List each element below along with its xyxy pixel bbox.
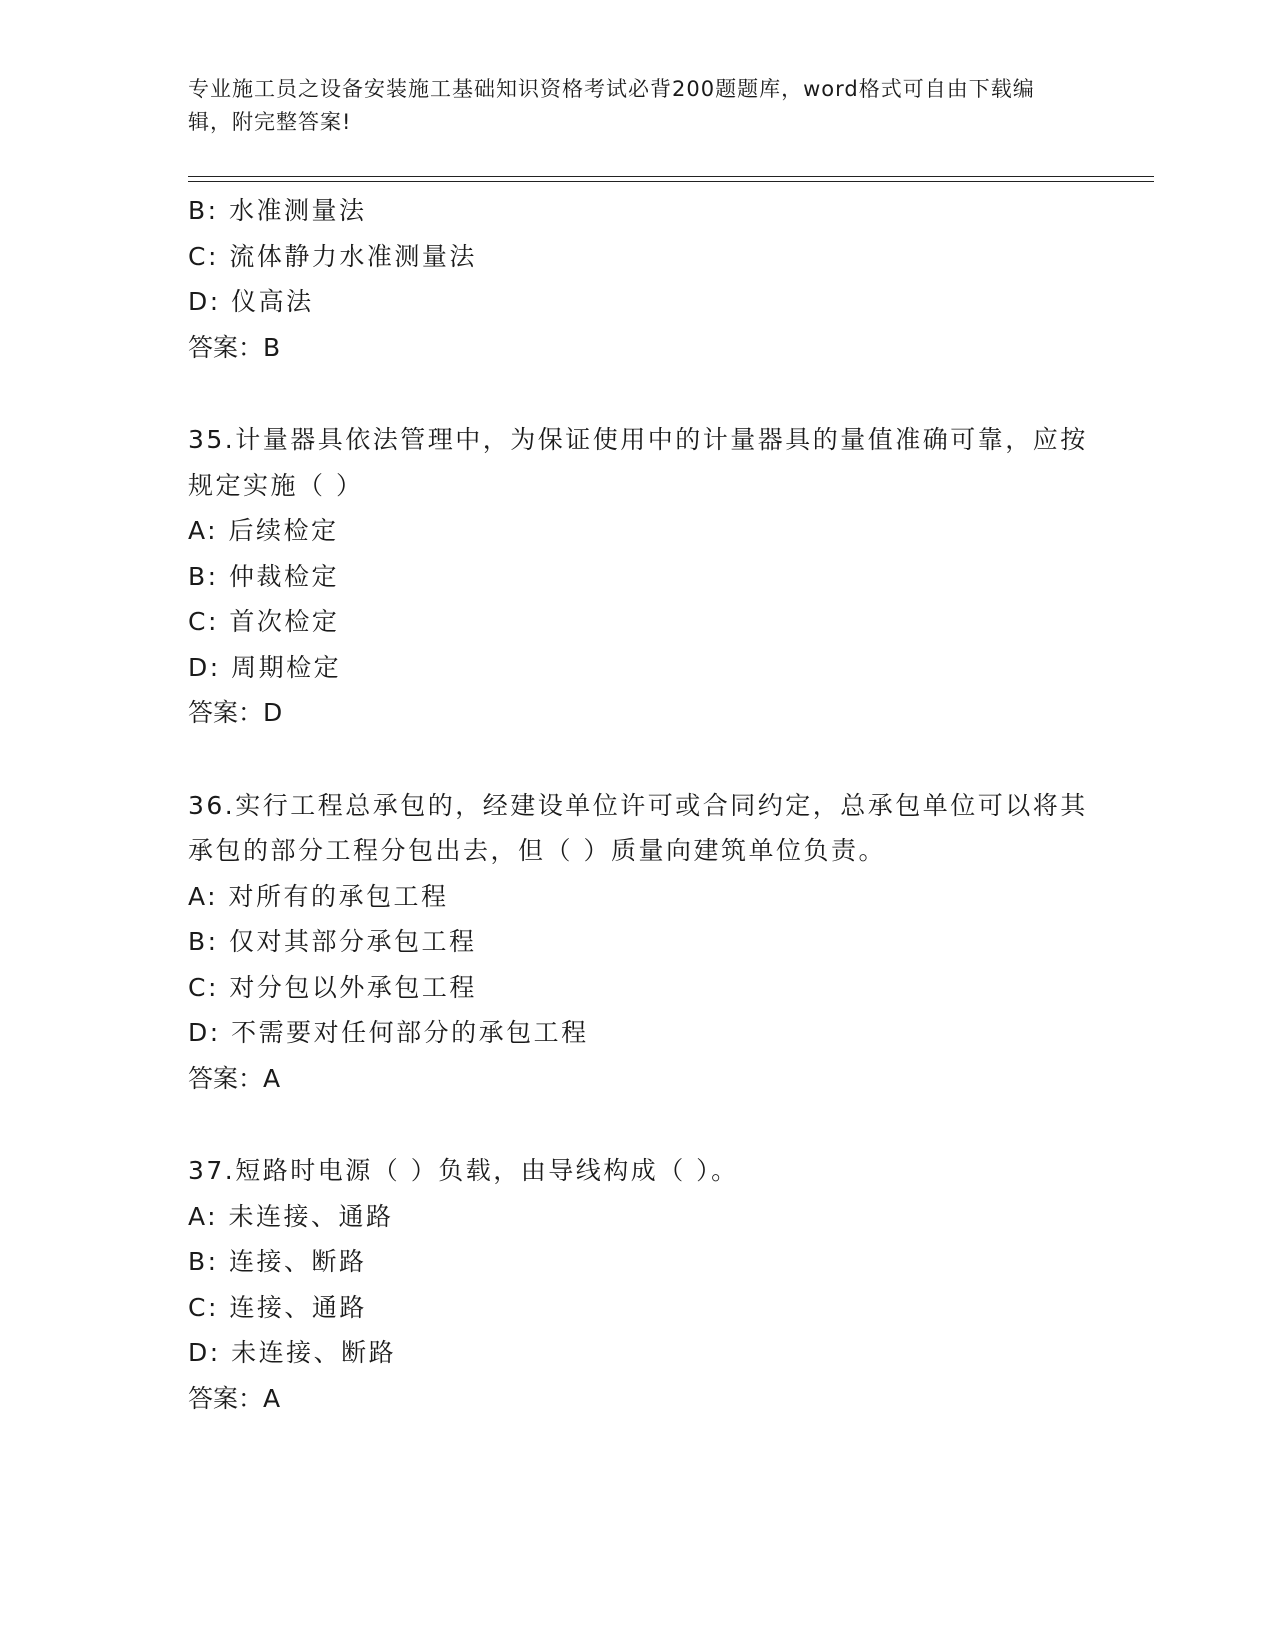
answer: 答案：B (188, 332, 281, 362)
question-list (188, 188, 1088, 1421)
option-b: B: 水准测量法 (188, 196, 367, 225)
question-text: 36.实行工程总承包的，经建设单位许可或合同约定，总承包单位可以将其承包的部分工程分包出去，但（ ）质量向建筑单位负责。 (188, 790, 1088, 865)
option-d: D: 未连接、断路 (188, 1338, 397, 1367)
option-b: B: 仲裁检定 (188, 561, 340, 591)
option-d: D: 周期检定 (188, 652, 342, 682)
option-d: D: 不需要对任何部分的承包工程 (188, 1018, 589, 1047)
option-a: A: 未连接、通路 (188, 1201, 394, 1231)
question-text: 35.计量器具依法管理中，为保证使用中的计量器具的量值准确可靠，应按规定实施（ ） (188, 425, 1088, 500)
question-37 (188, 1148, 1088, 1421)
document-header: 专业施工员之设备安装施工基础知识资格考试必背200题题库，word格式可自由下载编辑，附完整答案! (188, 77, 1035, 134)
option-b: B: 仅对其部分承包工程 (188, 927, 477, 956)
option-a: A: 后续检定 (188, 516, 339, 545)
option-c: C: 流体静力水准测量法 (188, 241, 477, 271)
option-c: C: 首次检定 (188, 607, 340, 636)
option-a: A: 对所有的承包工程 (188, 881, 449, 911)
option-b: B: 连接、断路 (188, 1247, 367, 1276)
answer: 答案：D (188, 698, 283, 727)
question-34-tail (188, 188, 1088, 370)
question-35 (188, 417, 1088, 736)
header-divider (188, 176, 1154, 182)
answer: 答案：A (188, 1063, 281, 1093)
option-c: C: 连接、通路 (188, 1292, 367, 1322)
answer: 答案：A (188, 1383, 281, 1413)
option-d: D: 仪高法 (188, 287, 314, 316)
question-text: 37.短路时电源（ ）负载，由导线构成（ ）。 (188, 1156, 739, 1185)
option-c: C: 对分包以外承包工程 (188, 972, 477, 1002)
question-36 (188, 783, 1088, 1102)
